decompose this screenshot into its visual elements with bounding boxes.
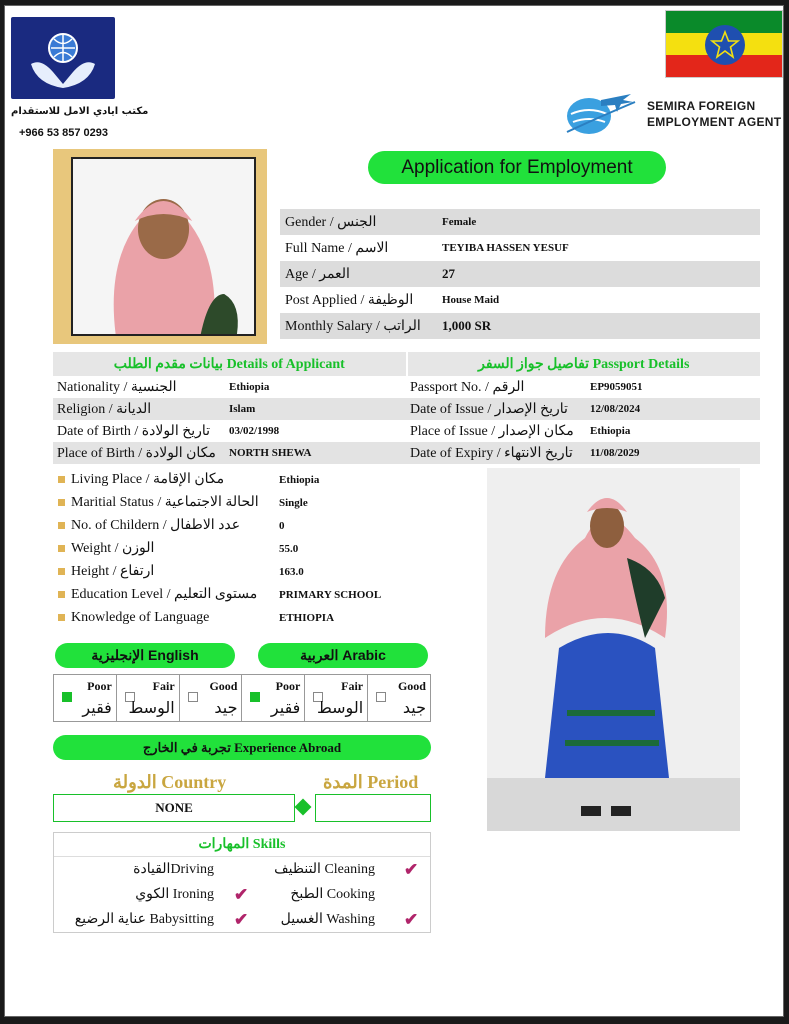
full-body-photo bbox=[487, 468, 740, 831]
checkbox-icon bbox=[250, 692, 260, 702]
summary-label: Monthly Salary / الراتب bbox=[285, 318, 421, 334]
passport-label: Place of Issue / مكان الإصدار bbox=[410, 423, 574, 439]
personal-value: Ethiopia bbox=[279, 473, 320, 486]
summary-label: Gender / الجنس bbox=[285, 214, 377, 230]
skills-row bbox=[54, 882, 430, 907]
english-level-fair bbox=[117, 675, 180, 721]
summary-value: 1,000 SR bbox=[442, 318, 492, 333]
detail-value: Ethiopia bbox=[229, 381, 270, 393]
skill-label: الطبخ Cooking bbox=[290, 887, 375, 902]
star-icon bbox=[705, 25, 745, 65]
passport-label: Passport No. / الرقم bbox=[410, 379, 525, 395]
english-label: الإنجليزية English bbox=[55, 643, 235, 668]
level-label-en: Good bbox=[209, 679, 238, 693]
skill-label: التنظيف Cleaning bbox=[274, 862, 375, 877]
checkmark-icon: ✔ bbox=[234, 884, 249, 904]
details-row bbox=[53, 420, 760, 442]
checkbox-icon bbox=[376, 692, 386, 702]
detail-label: Religion / الديانة bbox=[57, 401, 152, 417]
passport-label: Date of Expiry / تاريخ الانتهاء bbox=[410, 445, 573, 461]
personal-label: Education Level / مستوى التعليم bbox=[71, 587, 258, 602]
office-arabic-name: مكتب ايادي الامل للاستقدام bbox=[11, 106, 149, 117]
passport-value: 12/08/2024 bbox=[590, 403, 641, 415]
application-form bbox=[4, 5, 784, 1017]
arabic-label: العربية Arabic bbox=[258, 643, 428, 668]
checkmark-icon: ✔ bbox=[234, 909, 249, 929]
personal-item bbox=[53, 560, 433, 583]
level-label-en: Poor bbox=[87, 679, 112, 693]
personal-info-list bbox=[53, 468, 433, 629]
language-levels bbox=[53, 674, 431, 722]
english-level-poor bbox=[54, 675, 117, 721]
personal-value: 55.0 bbox=[279, 542, 299, 555]
english-level-good bbox=[180, 675, 243, 721]
summary-row bbox=[280, 261, 760, 287]
diamond-icon bbox=[295, 799, 312, 816]
agent-name: SEMIRA FOREIGN EMPLOYMENT AGENT bbox=[647, 99, 782, 129]
skills-box bbox=[53, 832, 431, 933]
portrait-photo bbox=[71, 157, 256, 336]
details-row bbox=[53, 442, 760, 464]
passport-value: Ethiopia bbox=[590, 425, 631, 437]
personal-item bbox=[53, 606, 433, 629]
personal-label: Weight / الوزن bbox=[71, 541, 155, 556]
detail-value: NORTH SHEWA bbox=[229, 447, 312, 459]
country-field: NONE bbox=[53, 794, 295, 822]
page-title: Application for Employment bbox=[368, 151, 666, 184]
details-row bbox=[53, 376, 760, 398]
passport-section-title: تفاصيل جواز السفر Passport Details bbox=[478, 356, 690, 372]
level-label-en: Poor bbox=[275, 679, 301, 693]
personal-value: ETHIOPIA bbox=[279, 611, 335, 624]
agent-logo bbox=[561, 88, 641, 138]
bullet-icon bbox=[58, 476, 65, 483]
level-label-ar: فقير bbox=[82, 698, 112, 717]
skills-row bbox=[54, 907, 430, 932]
summary-value: 27 bbox=[442, 266, 455, 281]
arabic-level-fair bbox=[305, 675, 368, 721]
detail-value: Islam bbox=[229, 403, 256, 415]
personal-label: Maritial Status / الحالة الاجتماعية bbox=[71, 495, 259, 510]
personal-item bbox=[53, 514, 433, 537]
level-label-en: Good bbox=[397, 679, 426, 693]
skill-label: عناية الرضيع Babysitting bbox=[74, 912, 214, 927]
level-label-ar: جيد bbox=[402, 698, 426, 717]
checkmark-icon: ✔ bbox=[404, 909, 419, 929]
summary-label: Age / العمر bbox=[285, 266, 350, 282]
summary-label: Full Name / الاسم bbox=[285, 240, 389, 256]
summary-table bbox=[280, 209, 760, 339]
office-logo bbox=[11, 17, 115, 99]
personal-item bbox=[53, 583, 433, 606]
arabic-level-poor bbox=[242, 675, 305, 721]
detail-label: Date of Birth / تاريخ الولادة bbox=[57, 423, 211, 439]
experience-abroad-title: تجربة في الخارج Experience Abroad bbox=[53, 735, 431, 760]
summary-row bbox=[280, 235, 760, 261]
personal-value: 163.0 bbox=[279, 565, 304, 578]
bullet-icon bbox=[58, 591, 65, 598]
checkbox-icon bbox=[62, 692, 72, 702]
summary-row bbox=[280, 287, 760, 313]
portrait-photo-frame bbox=[53, 149, 267, 344]
period-field bbox=[315, 794, 431, 822]
personal-label: Knowledge of Language bbox=[71, 609, 210, 625]
personal-item bbox=[53, 468, 433, 491]
bullet-icon bbox=[58, 545, 65, 552]
period-label: المدة Period bbox=[323, 772, 419, 792]
level-label-en: Fair bbox=[341, 679, 364, 693]
section-headers bbox=[53, 352, 760, 376]
summary-value: Female bbox=[442, 216, 477, 228]
personal-label: Living Place / مكان الإقامة bbox=[71, 472, 225, 487]
passport-value: 11/08/2029 bbox=[590, 447, 640, 459]
bullet-icon bbox=[58, 499, 65, 506]
bullet-icon bbox=[58, 522, 65, 529]
skills-title: المهارات Skills bbox=[54, 833, 430, 857]
level-label-ar: الوسط bbox=[316, 698, 364, 717]
summary-row bbox=[280, 313, 760, 339]
personal-value: PRIMARY SCHOOL bbox=[279, 588, 382, 601]
passport-value: EP9059051 bbox=[590, 381, 643, 393]
level-label-ar: جيد bbox=[214, 698, 238, 717]
summary-value: TEYIBA HASSEN YESUF bbox=[442, 242, 569, 254]
applicant-section-title: بيانات مقدم الطلب Details of Applicant bbox=[53, 352, 408, 376]
checkmark-icon: ✔ bbox=[404, 859, 419, 879]
bullet-icon bbox=[58, 614, 65, 621]
arabic-level-good bbox=[368, 675, 430, 721]
ethiopia-flag bbox=[665, 10, 783, 78]
level-label-ar: فقير bbox=[270, 698, 301, 717]
skills-row bbox=[54, 857, 430, 882]
details-row bbox=[53, 398, 760, 420]
passport-label: Date of Issue / تاريخ الإصدار bbox=[410, 401, 568, 417]
skill-label: القيادةDriving bbox=[133, 862, 214, 877]
personal-value: 0 bbox=[279, 519, 285, 532]
level-label-en: Fair bbox=[152, 679, 175, 693]
detail-value: 03/02/1998 bbox=[229, 425, 280, 437]
summary-label: Post Applied / الوظيفة bbox=[285, 292, 414, 308]
personal-item bbox=[53, 491, 433, 514]
summary-value: House Maid bbox=[442, 294, 500, 306]
bullet-icon bbox=[58, 568, 65, 575]
personal-label: No. of Childern / عدد الاطفال bbox=[71, 518, 241, 533]
personal-value: Single bbox=[279, 496, 308, 509]
office-phone: +966 53 857 0293 bbox=[19, 127, 109, 139]
details-table bbox=[53, 376, 760, 464]
skill-label: الكوي Ironing bbox=[135, 887, 214, 902]
personal-item bbox=[53, 537, 433, 560]
detail-label: Place of Birth / مكان الولادة bbox=[57, 445, 216, 461]
detail-label: Nationality / الجنسية bbox=[57, 379, 177, 395]
summary-row bbox=[280, 209, 760, 235]
checkbox-icon bbox=[188, 692, 198, 702]
level-label-ar: الوسط bbox=[128, 698, 175, 717]
country-label: الدولة Country bbox=[113, 772, 227, 792]
personal-label: Height / ارتفاع bbox=[71, 564, 155, 579]
skill-label: الغسيل Washing bbox=[280, 912, 375, 927]
